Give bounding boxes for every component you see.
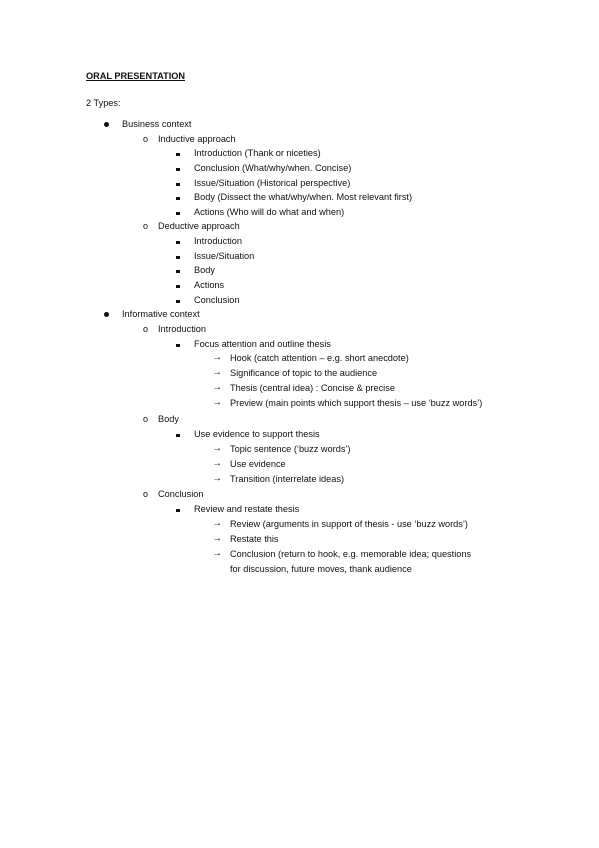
body-heading: Body: [158, 414, 179, 424]
list-item: Preview (main points which support thesis – use ‘buzz words’): [230, 398, 483, 408]
square-bullet-icon: [176, 264, 180, 276]
list-item: Body (Dissect the what/why/when. Most relevant first): [194, 192, 413, 202]
arrow-right-icon: →: [212, 382, 222, 393]
square-bullet-icon: [176, 206, 180, 218]
circle-bullet-icon: o: [143, 414, 149, 424]
square-bullet-icon: [176, 503, 180, 515]
square-bullet-icon: [176, 338, 180, 350]
arrow-right-icon: →: [212, 397, 222, 408]
circle-bullet-icon: o: [143, 489, 149, 499]
business-context-heading: Business context: [122, 119, 192, 129]
list-item: Conclusion (What/why/when. Concise): [194, 163, 352, 173]
conclusion-heading: Conclusion: [158, 489, 204, 499]
square-bullet-icon: [176, 428, 180, 440]
list-item: Review (arguments in support of thesis - use ‘buzz words’): [230, 519, 468, 529]
arrow-right-icon: →: [212, 533, 222, 544]
list-item: Thesis (central idea) : Concise & precise: [230, 383, 395, 393]
deductive-approach-heading: Deductive approach: [158, 221, 240, 231]
arrow-right-icon: →: [212, 548, 222, 559]
introduction-heading: Introduction: [158, 324, 207, 334]
list-item: Body: [194, 265, 215, 275]
list-item: Actions: [194, 280, 225, 290]
circle-bullet-icon: o: [143, 221, 149, 231]
square-bullet-icon: [176, 177, 180, 189]
bullet-dot-icon: [104, 308, 109, 320]
square-bullet-icon: [176, 147, 180, 159]
arrow-right-icon: →: [212, 458, 222, 469]
list-item: Introduction (Thank or niceties): [194, 148, 321, 158]
list-item: Issue/Situation (Historical perspective): [194, 178, 351, 188]
list-item: Hook (catch attention – e.g. short anecdote): [230, 353, 409, 363]
list-item: Use evidence: [230, 459, 286, 469]
list-item: Issue/Situation: [194, 251, 255, 261]
arrow-right-icon: →: [212, 352, 222, 363]
arrow-right-icon: →: [212, 367, 222, 378]
types-label: 2 Types:: [86, 98, 121, 108]
list-item: Conclusion (return to hook, e.g. memorable idea; questions: [230, 549, 472, 559]
list-item: Conclusion: [194, 295, 240, 305]
list-item: Use evidence to support thesis: [194, 429, 320, 439]
arrow-right-icon: →: [212, 443, 222, 454]
list-item: Actions (Who will do what and when): [194, 207, 345, 217]
square-bullet-icon: [176, 191, 180, 203]
circle-bullet-icon: o: [143, 324, 149, 334]
square-bullet-icon: [176, 250, 180, 262]
arrow-right-icon: →: [212, 473, 222, 484]
list-item: Restate this: [230, 534, 279, 544]
circle-bullet-icon: o: [143, 134, 149, 144]
list-item: Focus attention and outline thesis: [194, 339, 331, 349]
list-item: Topic sentence (‘buzz words’): [230, 444, 351, 454]
bullet-dot-icon: [104, 118, 109, 130]
list-item: Review and restate thesis: [194, 504, 300, 514]
arrow-right-icon: →: [212, 518, 222, 529]
list-item: Introduction: [194, 236, 243, 246]
list-item: Significance of topic to the audience: [230, 368, 378, 378]
square-bullet-icon: [176, 162, 180, 174]
square-bullet-icon: [176, 294, 180, 306]
square-bullet-icon: [176, 235, 180, 247]
informative-context-heading: Informative context: [122, 309, 200, 319]
document-title: ORAL PRESENTATION: [86, 71, 186, 81]
inductive-approach-heading: Inductive approach: [158, 134, 236, 144]
square-bullet-icon: [176, 279, 180, 291]
list-item: Transition (interrelate ideas): [230, 474, 345, 484]
list-item-continuation: for discussion, future moves, thank audience: [230, 564, 412, 574]
